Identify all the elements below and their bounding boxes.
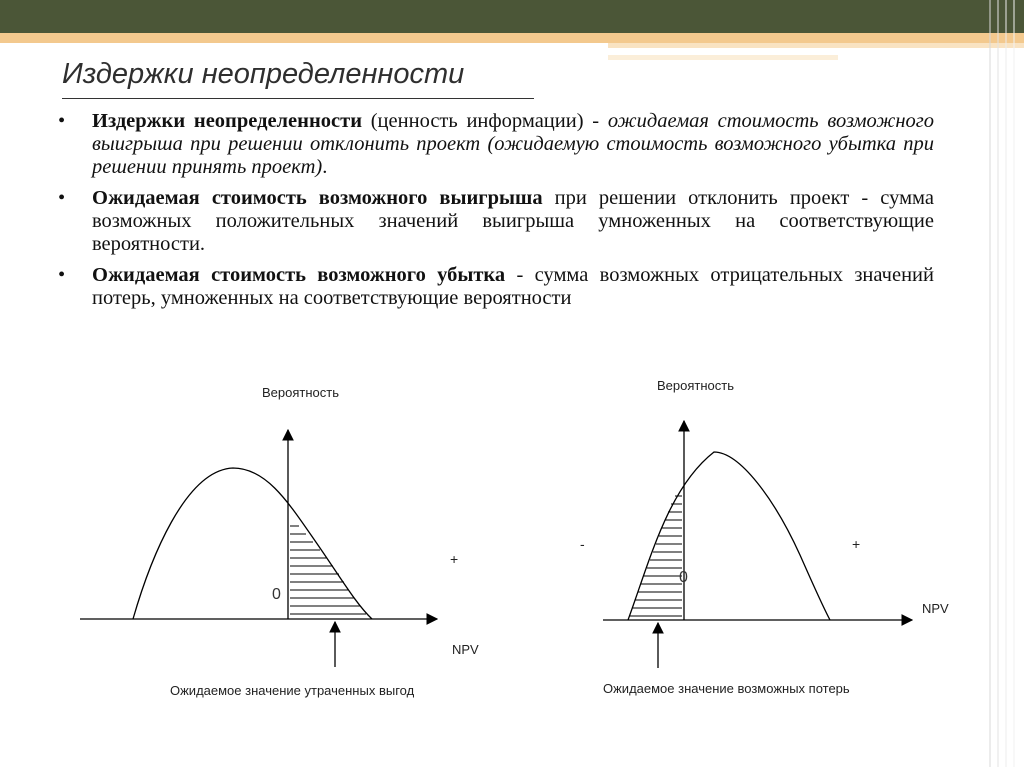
diagrams — [0, 360, 1024, 710]
x-axis-label: NPV — [452, 642, 479, 657]
caption: Ожидаемое значение возможных потерь — [603, 681, 850, 696]
bullet-text: при решении отклонить проект - сумма возможных положительных значений выигрыша умноженных на соответствующие вероятности. — [92, 187, 934, 255]
plus-sign: + — [852, 536, 861, 552]
bullet-item — [58, 110, 934, 179]
zero-label: 0 — [679, 569, 688, 586]
bullet-bold-text: Издержки неопределенности — [92, 110, 363, 132]
slide-title: Издержки неопределенности — [62, 58, 465, 90]
accent-stripe-tertiary — [608, 55, 838, 60]
distribution-curve — [133, 468, 372, 619]
zero-label: 0 — [272, 586, 281, 603]
title-underline — [62, 98, 534, 99]
bullet-dot: • — [58, 110, 66, 132]
bullet-italic-text: ожидаемая стоимость возможного выигрыша при решении отклонить проект (ожидаемую стоимость возможного убытка при решении принять проект) — [92, 110, 934, 178]
diagram-right — [580, 378, 949, 696]
top-bar — [0, 0, 1024, 33]
bullet-item — [58, 187, 934, 256]
x-axis-label: NPV — [922, 601, 949, 616]
caption: Ожидаемое значение утраченных выгод — [170, 683, 415, 698]
bullet-dot: • — [58, 264, 66, 286]
hatched-area — [290, 526, 366, 614]
bullet-dot: • — [58, 187, 66, 209]
y-axis-label: Вероятность — [262, 385, 339, 400]
distribution-curve — [628, 452, 830, 620]
bullet-tail: . — [322, 156, 328, 178]
bullet-text: - сумма возможных отрицательных значений потерь, умноженных на соответствующие вероятности — [92, 264, 934, 309]
minus-sign: - — [580, 536, 585, 552]
accent-stripe-secondary — [608, 43, 1024, 48]
y-axis-label: Вероятность — [657, 378, 734, 393]
accent-stripe — [0, 33, 1024, 43]
bullet-bold-text: Ожидаемая стоимость возможного выигрыша — [92, 187, 543, 209]
plus-sign: + — [450, 551, 459, 567]
bullet-text: (ценность информации) - — [362, 110, 608, 132]
diagram-left — [80, 385, 479, 698]
bullet-list — [58, 110, 934, 318]
bullet-bold-text: Ожидаемая стоимость возможного убытка — [92, 264, 506, 286]
hatched-area — [630, 496, 682, 616]
bullet-item — [58, 264, 934, 310]
